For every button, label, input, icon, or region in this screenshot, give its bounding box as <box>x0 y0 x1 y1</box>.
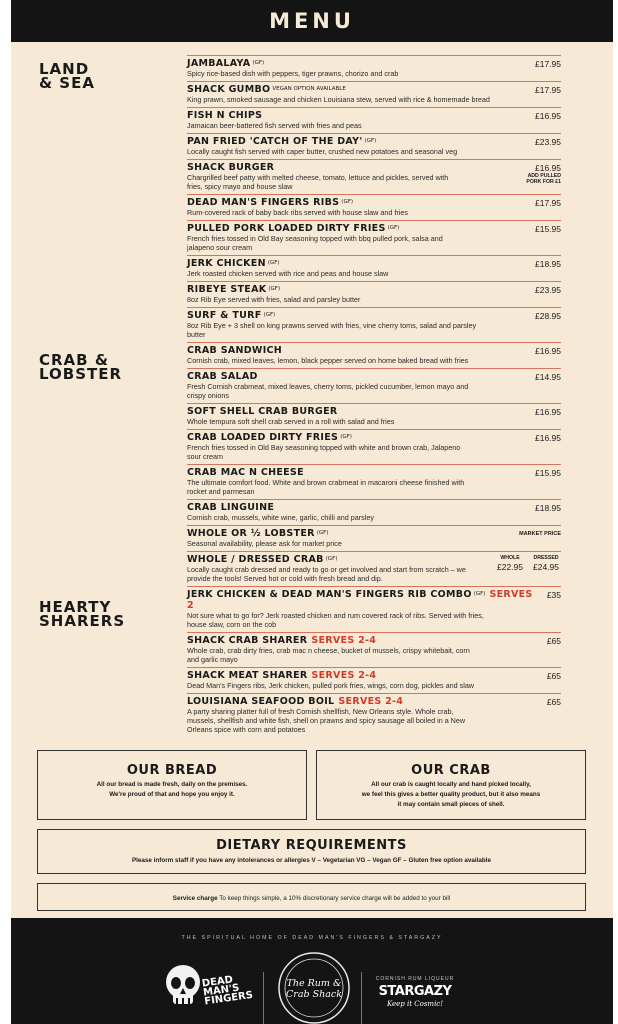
item-name: FISH N CHIPS <box>187 110 263 121</box>
item-price: £65 <box>546 671 561 681</box>
item-price <box>515 163 561 185</box>
stargazy-wordmark: STARGAZY <box>378 984 452 999</box>
header-band <box>11 0 613 42</box>
menu-item <box>187 499 561 525</box>
item-price: £15.95 <box>535 468 561 478</box>
stargazy-subtitle: CORNISH RUM LIQUEUR <box>375 976 455 982</box>
item-description: French fries tossed in Old Bay seasoning topped with bbq pulled pork, salsa and jalapeno sour cream <box>187 234 443 252</box>
item-name: SHACK CRAB SHARER <box>187 635 308 646</box>
our-crab-box <box>316 750 586 820</box>
item-price-value: £16.95 <box>535 163 561 173</box>
item-price: £28.95 <box>535 311 561 321</box>
item-description: Chargrilled beef patty with melted cheese, tomato, lettuce and pickles, served with fries, spicy mayo and house slaw <box>187 173 449 191</box>
menu-item <box>187 55 561 81</box>
our-bread-title: OUR BREAD <box>126 763 218 778</box>
menu-item <box>187 220 561 255</box>
item-tag: (GF) <box>316 530 329 536</box>
item-price: £23.95 <box>535 137 561 147</box>
menu-item <box>187 342 561 368</box>
item-description: French fries tossed in Old Bay seasoning topped with white and brown crab, Jalapeno sour cream <box>187 443 461 461</box>
dietary-box <box>37 829 586 874</box>
item-description: Not sure what to go for? Jerk roasted chicken and rum covered rack of ribs. Served with fries, house slaw, corn on the cob <box>187 611 484 629</box>
item-tag: (GF) <box>473 591 486 597</box>
menu-item <box>187 525 561 551</box>
item-name: RIBEYE STEAK <box>187 284 267 295</box>
menu-item <box>187 281 561 307</box>
item-price: MARKET PRICE <box>519 531 561 537</box>
item-name: JERK CHICKEN <box>187 258 266 269</box>
item-serves: SERVES 2-4 <box>311 635 377 646</box>
menu-item <box>187 632 561 667</box>
menu-item <box>187 667 561 693</box>
service-charge-label: Service charge <box>172 895 218 902</box>
item-name: PAN FRIED 'CATCH OF THE DAY' <box>187 136 363 147</box>
menu-items <box>187 55 561 738</box>
menu-card <box>11 0 613 1024</box>
item-description: Spicy rice-based dish with peppers, tiger prawns, chorizo and crab <box>187 69 399 78</box>
footer-tagline: THE SPIRITUAL HOME OF DEAD MAN'S FINGERS & STARGAZY <box>181 935 443 941</box>
item-name: CRAB MAC N CHEESE <box>187 467 304 478</box>
item-tag: (GF) <box>341 199 354 205</box>
menu-item <box>187 586 561 632</box>
item-name: CRAB SALAD <box>187 371 258 382</box>
menu-item <box>187 464 561 499</box>
item-tag: (GF) <box>325 556 338 562</box>
item-description: Cornish crab, mussels, white wine, garlic, chilli and parsley <box>187 513 374 522</box>
item-price: £18.95 <box>535 259 561 269</box>
price-dressed-label: DRESSED <box>533 555 559 561</box>
item-serves: SERVES 2 <box>187 589 533 611</box>
item-price: £65 <box>546 697 561 707</box>
item-name: SOFT SHELL CRAB BURGER <box>187 406 338 417</box>
item-name: LOUISIANA SEAFOOD BOIL <box>187 696 335 707</box>
item-price: £18.95 <box>535 503 561 513</box>
item-tag: (GF) <box>364 138 377 144</box>
item-name: PULLED PORK LOADED DIRTY FRIES <box>187 223 386 234</box>
menu-item <box>187 693 561 738</box>
section-title-crab-lobster: CRAB & LOBSTER <box>39 351 123 383</box>
item-name: CRAB SANDWICH <box>187 345 283 356</box>
item-tag: (GF) <box>252 60 265 66</box>
stargazy-logo <box>367 976 463 1008</box>
section-title-land-sea: LAND & SEA <box>39 60 95 92</box>
menu-item <box>187 81 561 107</box>
menu-item <box>187 255 561 281</box>
menu-item <box>187 107 561 133</box>
item-description: Jerk roasted chicken served with rice and peas and house slaw <box>187 269 389 278</box>
stargazy-tagline: Keep it Cosmic! <box>386 1000 444 1008</box>
item-price: £23.95 <box>535 285 561 295</box>
item-name: CRAB LINGUINE <box>187 502 275 513</box>
item-price: £16.95 <box>535 111 561 121</box>
item-price: £17.95 <box>535 198 561 208</box>
dietary-title: DIETARY REQUIREMENTS <box>216 838 407 853</box>
item-price: £35 <box>546 590 561 600</box>
item-tag: (GF) <box>387 225 400 231</box>
item-description: 8oz Rib Eye served with fries, salad and parsley butter <box>187 295 361 304</box>
price-whole-label: WHOLE <box>500 555 520 561</box>
item-price-note: ADD PULLED PORK FOR £1 <box>526 173 561 185</box>
item-price: £65 <box>546 636 561 646</box>
service-charge-text: To keep things simple, a 10% discretionary service charge will be added to your bill <box>219 895 451 902</box>
item-description: Cornish crab, mixed leaves, lemon, black pepper served on home baked bread with fries <box>187 356 469 365</box>
price-whole-value: £22.95 <box>497 562 523 572</box>
item-description: Rum-covered rack of baby back ribs served with house slaw and fries <box>187 208 408 217</box>
menu-title: MENU <box>269 9 355 33</box>
item-description: Dead Man's Fingers ribs, Jerk chicken, pulled pork fries, wings, corn dog, pickles and slaw <box>187 681 475 690</box>
item-serves: SERVES 2-4 <box>338 696 404 707</box>
our-crab-title: OUR CRAB <box>411 763 491 778</box>
menu-item <box>187 194 561 220</box>
footer-band <box>11 918 613 1024</box>
item-name: JAMBALAYA <box>187 58 251 69</box>
item-name: SHACK MEAT SHARER <box>187 670 308 681</box>
item-name: DEAD MAN'S FINGERS RIBS <box>187 197 340 208</box>
section-title-hearty-sharers: HEARTY SHARERS <box>39 598 126 630</box>
footer-divider <box>361 972 362 1024</box>
menu-item <box>187 159 561 194</box>
item-name: SHACK BURGER <box>187 162 275 173</box>
dietary-text: Please inform staff if you have any intolerances or allergies V – Vegetarian VG – Vegan GF – Gluten free option available <box>131 857 492 864</box>
item-tag: (GF) <box>340 434 352 440</box>
skull-icon <box>161 962 205 1012</box>
item-name: SURF & TURF <box>187 310 262 321</box>
item-price: £16.95 <box>535 433 561 443</box>
menu-item <box>187 368 561 403</box>
price-dressed <box>531 555 561 573</box>
item-description: King prawn, smoked sausage and chicken Louisiana stew, served with rice & homemade bread <box>187 95 490 104</box>
dead-mans-fingers-logo <box>161 958 257 1018</box>
item-description: Whole tempura soft shell crab served in a roll with salad and fries <box>187 417 395 426</box>
our-bread-box <box>37 750 307 820</box>
menu-item <box>187 551 561 586</box>
menu-item <box>187 403 561 429</box>
item-description: A party sharing platter full of fresh Cornish shellfish, New Orleans style. Whole crab, mussels, shellfish and white fish, shell on prawns and spicy sausage all boiled in a New Orleans spice with corn and potatoes <box>187 707 466 734</box>
menu-item <box>187 429 561 464</box>
item-name: WHOLE / DRESSED CRAB <box>187 554 324 565</box>
item-description: Whole crab, crab dirty fries, crab mac n cheese, bucket of mussels, crispy whitebait, corn and garlic mayo <box>187 646 470 664</box>
price-whole <box>495 555 525 573</box>
menu-item <box>187 307 561 342</box>
item-price: £17.95 <box>535 85 561 95</box>
footer-divider <box>263 972 264 1024</box>
item-name: CRAB LOADED DIRTY FRIES <box>187 432 339 443</box>
item-name: JERK CHICKEN & DEAD MAN'S FINGERS RIB COMBO <box>187 589 472 600</box>
item-name: SHACK GUMBO <box>187 84 271 95</box>
item-tag: (GF) <box>268 286 281 292</box>
item-description: Seasonal availability, please ask for market price <box>187 539 342 548</box>
rum-crab-shack-logo <box>276 950 352 1024</box>
item-price: £17.95 <box>535 59 561 69</box>
item-tag: VEGAN OPTION AVAILABLE <box>272 86 346 92</box>
item-price: £16.95 <box>535 346 561 356</box>
item-description: Jamaican beer-battered fish served with fries and peas <box>187 121 362 130</box>
item-serves: SERVES 2-4 <box>311 670 377 681</box>
item-description: Locally caught fish served with caper butter, crushed new potatoes and seasonal veg <box>187 147 458 156</box>
item-description: Fresh Cornish crabmeat, mixed leaves, cherry toms, pickled cucumber, lemon mayo and crispy onions <box>187 382 469 400</box>
service-charge-box <box>37 883 586 911</box>
our-crab-text: All our crab is caught locally and hand picked locally, we feel this gives a better quality product, but it also means it may contain small pieces of shell. <box>361 781 541 808</box>
item-description: 8oz Rib Eye + 3 shell on king prawns served with fries, vine cherry toms, salad and parsley butter <box>187 321 477 339</box>
item-tag: (GF) <box>267 260 280 266</box>
service-charge-line <box>38 895 585 902</box>
item-description: The ultimate comfort food. White and brown crabmeat in macaroni cheese finished with rocket and parmesan <box>187 478 465 496</box>
item-price: £14.95 <box>535 372 561 382</box>
rum-crab-shack-wordmark: The Rum & Crab Shack <box>286 978 342 1000</box>
price-dressed-value: £24.95 <box>533 562 559 572</box>
item-price: £16.95 <box>535 407 561 417</box>
dead-mans-fingers-wordmark: DEAD MAN'S FINGERS <box>201 974 254 1008</box>
our-bread-text: All our bread is made fresh, daily on the premises. We're proud of that and hope you enjoy it. <box>96 781 248 798</box>
item-tag: (GF) <box>263 312 276 318</box>
item-description: Locally caught crab dressed and ready to go or get involved and start from scratch – we provide the tools! Served hot or cold with fresh bread and dip. <box>187 565 466 583</box>
item-name: WHOLE OR ½ LOBSTER <box>187 528 315 539</box>
item-price: £15.95 <box>535 224 561 234</box>
menu-item <box>187 133 561 159</box>
